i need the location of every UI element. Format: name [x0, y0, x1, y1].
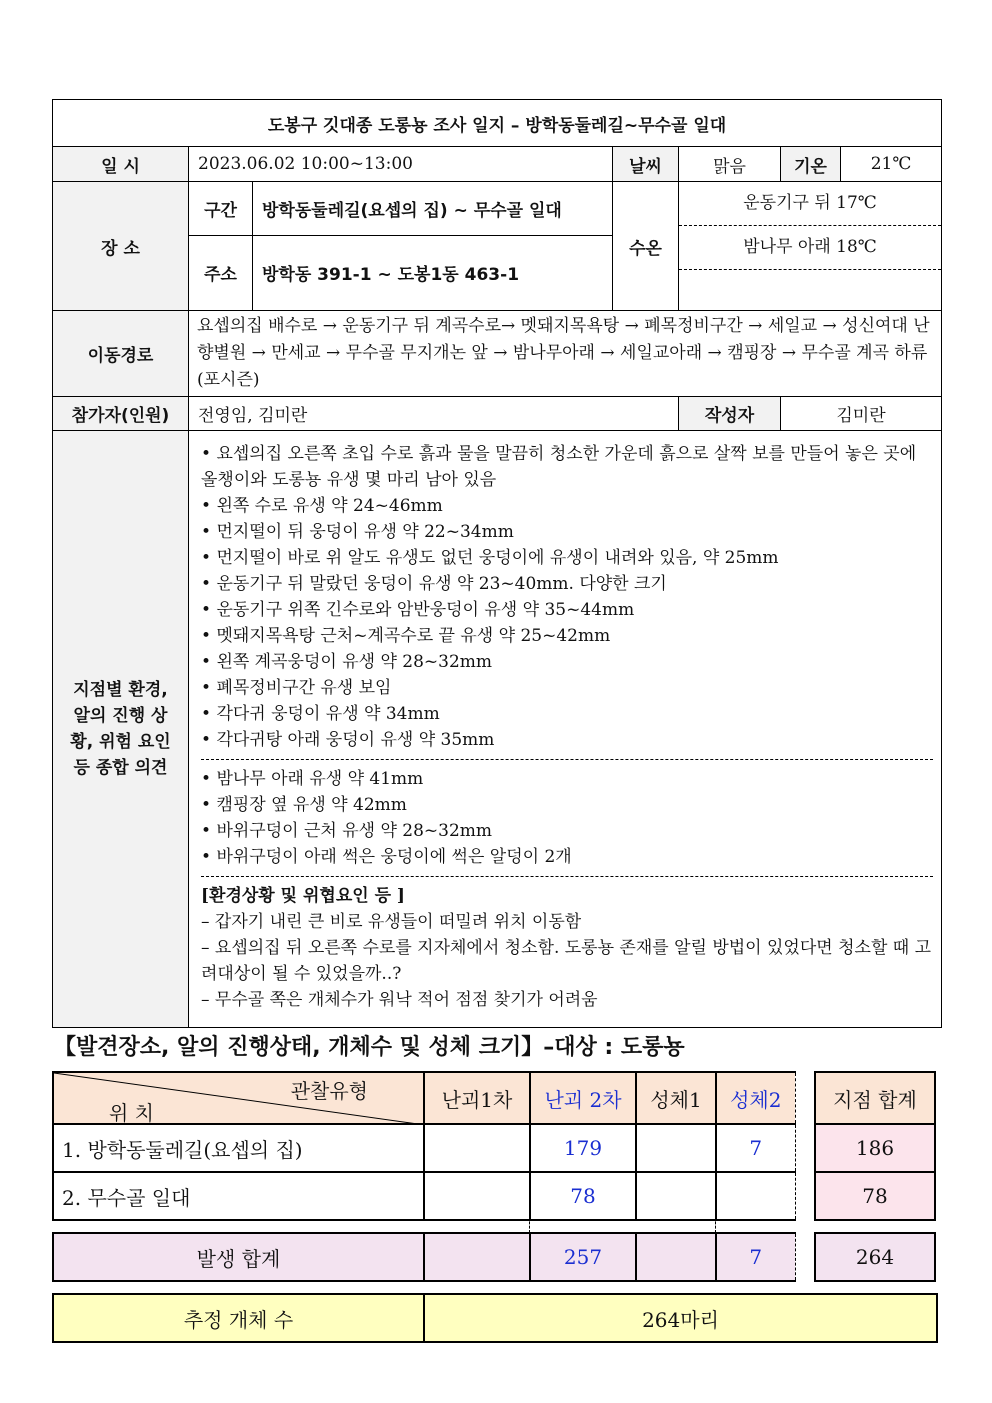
- author-value: 김미란: [781, 397, 942, 431]
- site1-item: • 멧돼지목욕탕 근처~계곡수로 끝 유생 약 25~42mm: [201, 623, 933, 649]
- table-row: [53, 1172, 795, 1220]
- opinion-label: 지점별 환경, 알의 진행 상황, 위험 요인 등 종합 의견: [53, 431, 189, 1028]
- temp-value: 21℃: [841, 147, 942, 182]
- env-item-1: – 갑자기 내린 큰 비로 유생들이 떠밀려 위치 이동함: [201, 912, 582, 932]
- site1-item: • 각다귀탕 아래 웅덩이 유생 약 35mm: [201, 727, 933, 753]
- route-value: 요셉의집 배수로 → 운동기구 뒤 계곡수로→ 멧돼지목욕탕 → 폐목정비구간 → 세일교 → 성신여대 난향별원 → 만세교 → 무수골 무지개논 앞 → 밤나무아래 → 세일교아래 → 캠핑장 → 무수골 계곡 하류(포시즌): [189, 311, 942, 397]
- total-header: 지점 합계: [815, 1072, 935, 1124]
- col-header-1: 난괴1차: [424, 1072, 530, 1124]
- row2-total: 78: [815, 1172, 935, 1220]
- connector-dash: [529, 1217, 530, 1233]
- row2-c3: [636, 1172, 716, 1220]
- site2-list: [201, 766, 933, 870]
- sum-c3: [636, 1233, 716, 1281]
- site1-list: [201, 441, 933, 753]
- water-temp-label: 수온: [613, 182, 679, 311]
- temp-label: 기온: [781, 147, 841, 182]
- connector-dash: [715, 1217, 716, 1233]
- sum-label: 발생 합계: [53, 1233, 424, 1281]
- opinion-section-1: [201, 435, 933, 759]
- site1-item: • 먼지떨이 바로 위 알도 유생도 없던 웅덩이에 유생이 내려와 있음, 약 25mm: [201, 545, 933, 571]
- sum-table: [52, 1232, 796, 1282]
- opinion-section-2: [201, 759, 933, 876]
- section-value: 방학동둘레길(요셉의 집) ~ 무수골 일대: [253, 182, 613, 236]
- address-label: 주소: [189, 235, 253, 310]
- sum-total-table: [814, 1232, 936, 1282]
- row1-c2: 179: [530, 1124, 636, 1172]
- row2-name: 2. 무수골 일대: [53, 1172, 424, 1220]
- water-temp-2: 밤나무 아래 18℃: [679, 226, 941, 270]
- col-header-2: 난괴 2차: [530, 1072, 636, 1124]
- site1-item: • 왼쪽 계곡웅덩이 유생 약 28~32mm: [201, 649, 933, 675]
- section-label: 구간: [189, 182, 253, 236]
- site1-item: • 각다귀 웅덩이 유생 약 34mm: [201, 701, 933, 727]
- site1-item: • 운동기구 뒤 말랐던 웅덩이 유생 약 23~40mm. 다양한 크기: [201, 571, 933, 597]
- weather-label: 날씨: [613, 147, 679, 182]
- site1-item: • 요셉의집 오른쪽 초입 수로 흙과 물을 말끔히 청소한 가운데 흙으로 살짝 보를 만들어 놓은 곳에 올챙이와 도롱뇽 유생 몇 마리 남아 있음: [201, 441, 933, 493]
- journal-table: [52, 99, 942, 1028]
- estimate-table: [52, 1293, 938, 1343]
- env-item-2: – 요셉의집 뒤 오른쪽 수로를 지자체에서 청소함. 도롱뇽 존재를 알릴 방법이 있었다면 청소할 때 고려대상이 될 수 있었을까..?: [201, 938, 932, 984]
- route-label: 이동경로: [53, 311, 189, 397]
- row2-c4: [716, 1172, 795, 1220]
- water-temp-box: [679, 182, 942, 311]
- summary-title: 【발견장소, 알의 진행상태, 개체수 및 성체 크기】–대상 : 도롱뇽: [54, 1035, 685, 1060]
- table-row: [53, 1124, 795, 1172]
- row1-c1: [424, 1124, 530, 1172]
- col-header-4: 성체2: [716, 1072, 795, 1124]
- row1-total: 186: [815, 1124, 935, 1172]
- row1-c3: [636, 1124, 716, 1172]
- site1-item: • 왼쪽 수로 유생 약 24~46mm: [201, 493, 933, 519]
- diagonal-header: [53, 1072, 424, 1124]
- date-value: 2023.06.02 10:00~13:00: [189, 147, 613, 182]
- opinion-body: [189, 431, 942, 1028]
- estimate-label: 추정 개체 수: [53, 1294, 424, 1342]
- site1-item: • 먼지떨이 뒤 웅덩이 유생 약 22~34mm: [201, 519, 933, 545]
- summary-table: [52, 1071, 796, 1221]
- site1-item: • 운동기구 위쪽 긴수로와 암반웅덩이 유생 약 35~44mm: [201, 597, 933, 623]
- site2-item: • 바위구덩이 근처 유생 약 28~32mm: [201, 818, 933, 844]
- participants-label: 참가자(인원): [53, 397, 189, 431]
- row1-c4: 7: [716, 1124, 795, 1172]
- document-title: 도봉구 깃대종 도롱뇽 조사 일지 – 방학동둘레길~무수골 일대: [53, 100, 942, 147]
- water-temp-1: 운동기구 뒤 17℃: [679, 182, 941, 226]
- water-temp-3: [679, 270, 941, 310]
- row2-c2: 78: [530, 1172, 636, 1220]
- participants-value: 전영임, 김미란: [189, 397, 679, 431]
- env-item-3: – 무수골 쪽은 개체수가 워낙 적어 점점 찾기가 어려움: [201, 990, 598, 1010]
- row1-name: 1. 방학동둘레길(요셉의 집): [53, 1124, 424, 1172]
- diag-bottom-label: 위 치: [109, 1101, 154, 1125]
- place-label: 장 소: [53, 182, 189, 311]
- site-total-table: [814, 1071, 936, 1221]
- row2-c1: [424, 1172, 530, 1220]
- diag-top-label: 관찰유형: [290, 1079, 368, 1103]
- site2-item: • 바위구덩이 아래 썩은 웅덩이에 썩은 알덩이 2개: [201, 844, 933, 870]
- sum-c4: 7: [716, 1233, 795, 1281]
- col-header-3: 성체1: [636, 1072, 716, 1124]
- sum-total: 264: [815, 1233, 935, 1281]
- site1-item: • 폐목정비구간 유생 보임: [201, 675, 933, 701]
- author-label: 작성자: [679, 397, 781, 431]
- address-value: 방학동 391-1 ~ 도봉1동 463-1: [253, 235, 613, 310]
- site2-item: • 캠핑장 옆 유생 약 42mm: [201, 792, 933, 818]
- date-label: 일 시: [53, 147, 189, 182]
- estimate-value: 264마리: [424, 1294, 937, 1342]
- site2-item: • 밤나무 아래 유생 약 41mm: [201, 766, 933, 792]
- sum-c1: [424, 1233, 530, 1281]
- weather-value: 맑음: [679, 147, 781, 182]
- opinion-section-env: [201, 876, 933, 1019]
- sum-c2: 257: [530, 1233, 636, 1281]
- env-title: [환경상황 및 위협요인 등 ]: [201, 886, 405, 906]
